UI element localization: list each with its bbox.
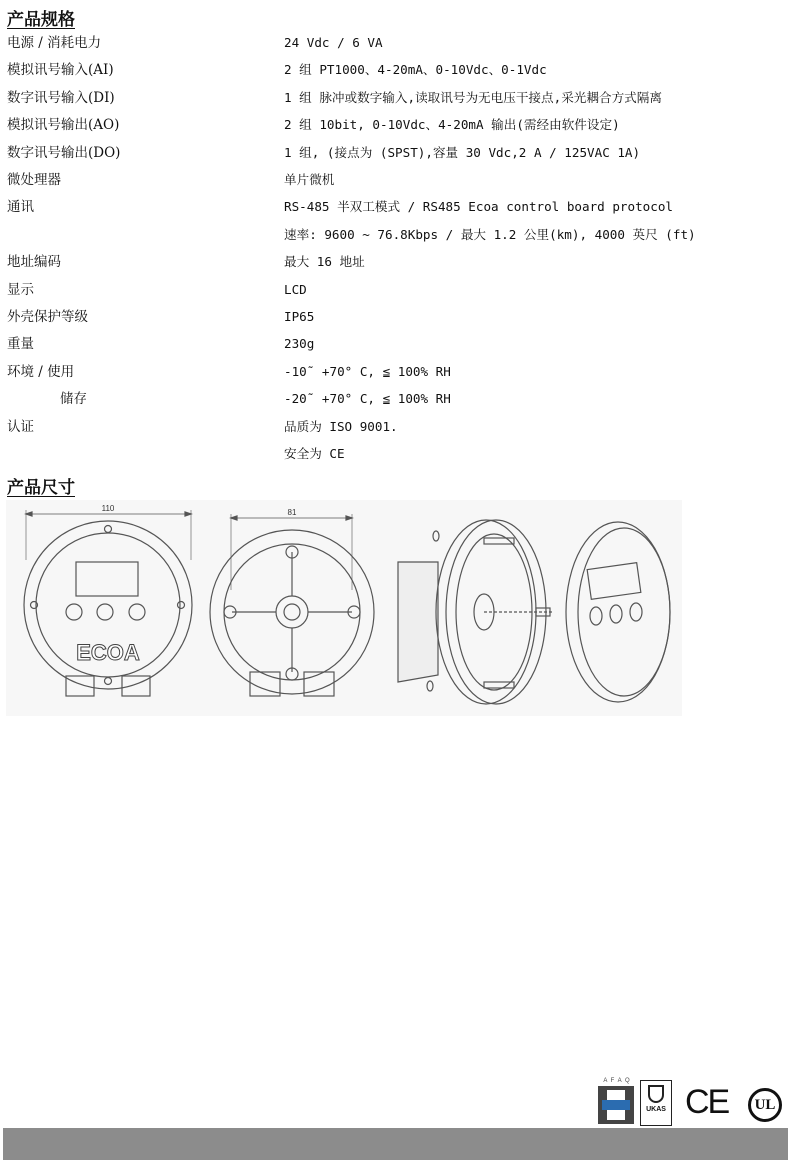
spec-value: -10˜ +70° C, ≦ 100% RH bbox=[284, 363, 451, 379]
spec-row bbox=[7, 115, 777, 142]
spec-label: 电源 / 消耗电力 bbox=[7, 35, 102, 51]
spec-value: 2 组 10bit, 0-10Vdc、4-20mA 输出(需经由软件设定) bbox=[284, 117, 620, 133]
spec-value: 1 组, (接点为 (SPST),容量 30 Vdc,2 A / 125VAC 1A) bbox=[284, 144, 641, 160]
spec-row bbox=[7, 389, 777, 416]
spec-value: IP65 bbox=[284, 309, 315, 324]
spec-row bbox=[7, 225, 777, 252]
spec-row bbox=[7, 280, 777, 307]
spec-label: 储存 bbox=[60, 391, 87, 408]
ul-mark-text: UL bbox=[754, 1097, 776, 1113]
spec-row bbox=[7, 60, 777, 87]
spec-row bbox=[7, 197, 777, 224]
spec-row bbox=[7, 33, 777, 60]
spec-label: 微处理器 bbox=[7, 172, 61, 188]
spec-value: LCD bbox=[284, 281, 307, 297]
spec-value: 24 Vdc / 6 VA bbox=[284, 35, 383, 50]
spec-row bbox=[7, 362, 777, 389]
spec-value: 安全为 CE bbox=[284, 446, 345, 461]
spec-label: 认证 bbox=[7, 418, 34, 435]
footer-bar bbox=[3, 1128, 788, 1160]
spec-label: 显示 bbox=[7, 281, 34, 298]
spec-label: 数字讯号输出(DO) bbox=[7, 144, 121, 161]
dimension-drawings bbox=[6, 500, 682, 716]
spec-row bbox=[7, 252, 777, 279]
spec-value: 品质为 ISO 9001. bbox=[284, 418, 398, 434]
spec-row bbox=[7, 417, 777, 444]
afaq-letters: A F A Q bbox=[603, 1078, 631, 1084]
spec-row bbox=[7, 307, 777, 334]
spec-value: 230g bbox=[284, 336, 315, 352]
spec-value: 单片微机 bbox=[284, 172, 335, 187]
spec-label: 数字讯号输入(DI) bbox=[7, 89, 115, 106]
spec-label: 外壳保护等级 bbox=[7, 309, 88, 325]
spec-value: 2 组 PT1000、4-20mA、0-10Vdc、0-1Vdc bbox=[284, 62, 547, 78]
spec-label: 环境 / 使用 bbox=[7, 363, 75, 380]
spec-value: RS-485 半双工模式 / RS485 Ecoa control board protocol bbox=[284, 199, 673, 215]
ecoa-brand-text: ECOA bbox=[76, 640, 140, 665]
spec-value: 速率: 9600 ~ 76.8Kbps / 最大 1.2 公里(km), 4000 英尺 (ft) bbox=[284, 226, 696, 242]
spec-row bbox=[7, 444, 777, 471]
spec-label: 模拟讯号输入(AI) bbox=[7, 62, 114, 79]
spec-row bbox=[7, 170, 777, 197]
spec-value: -20˜ +70° C, ≦ 100% RH bbox=[284, 391, 451, 407]
spec-label: 重量 bbox=[7, 336, 34, 353]
spec-row bbox=[7, 88, 777, 115]
spec-section-title: 产品规格 bbox=[7, 10, 75, 30]
ce-mark: CE bbox=[685, 1083, 729, 1121]
spec-row bbox=[7, 143, 777, 170]
ukas-quality-logo bbox=[640, 1080, 672, 1126]
side-width-label: 81 bbox=[287, 508, 297, 517]
spec-label: 模拟讯号输出(AO) bbox=[7, 117, 120, 134]
spec-label: 通讯 bbox=[7, 199, 34, 216]
ul-mark bbox=[748, 1088, 782, 1122]
spec-row bbox=[7, 334, 777, 361]
spec-value: 1 组 脉冲或数字输入,读取讯号为无电压干接点,采光耦合方式隔离 bbox=[284, 89, 662, 105]
ukas-text: UKAS bbox=[646, 1106, 666, 1113]
spec-value: 最大 16 地址 bbox=[284, 254, 365, 270]
front-width-label: 110 bbox=[101, 504, 115, 513]
dimension-section-title: 产品尺寸 bbox=[7, 478, 75, 498]
afaq-certification-logo bbox=[598, 1078, 636, 1126]
spec-label: 地址编码 bbox=[7, 254, 61, 271]
